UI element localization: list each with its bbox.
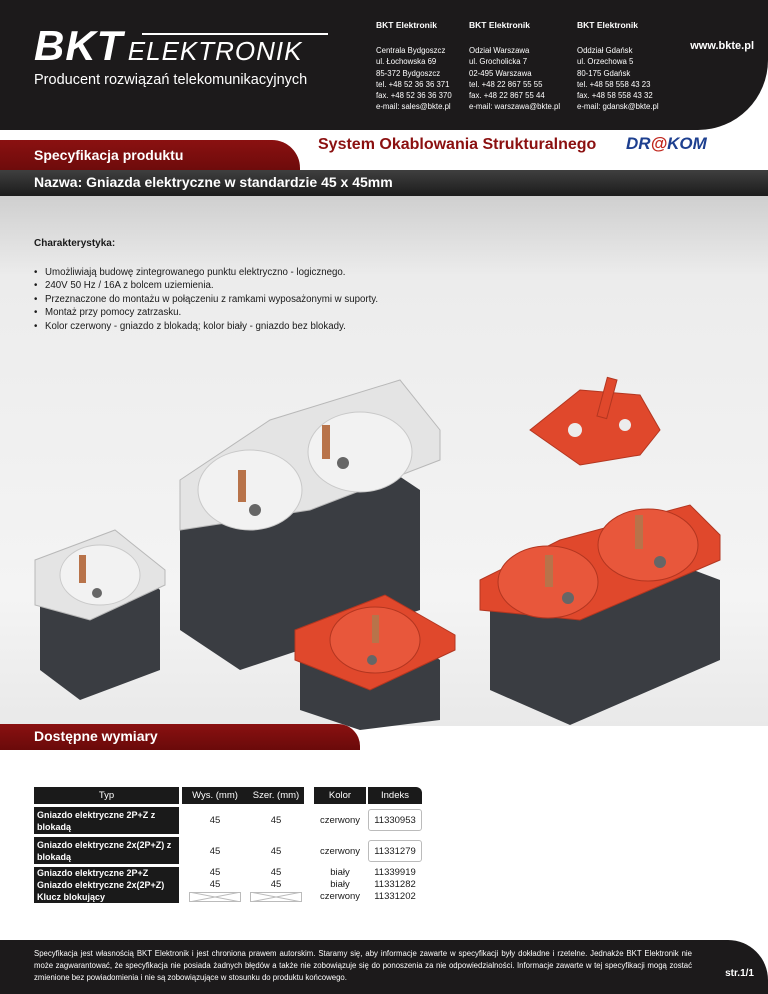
product-photo — [0, 370, 768, 730]
table-cell-szer: 45 — [270, 879, 282, 890]
office-title: BKT Elektronik — [376, 20, 437, 30]
table-cell-indeks: 11339919 — [374, 867, 416, 878]
office-line: fax. +48 22 867 55 44 — [469, 91, 545, 101]
page-footer — [0, 940, 768, 994]
table-cell-wys: 45 — [209, 879, 221, 890]
table-cell-empty — [250, 892, 302, 902]
spec-label-tab — [0, 140, 300, 170]
office-line: Centrala Bydgoszcz — [376, 46, 446, 56]
system-title: System Okablowania Strukturalnego — [318, 136, 597, 153]
dimensions-heading-tab — [0, 724, 360, 750]
office-line: tel. +48 58 558 43 23 — [577, 79, 651, 89]
drakom-at: @ — [650, 134, 668, 153]
spec-label: Specyfikacja produktu — [34, 147, 184, 163]
office-line: Oddział Gdańsk — [577, 46, 633, 56]
table-header-kolor: Kolor — [314, 787, 366, 804]
company-logo — [34, 22, 303, 70]
tagline: Producent rozwiązań telekomunikacyjnych — [34, 72, 308, 88]
table-cell-wys: 45 — [209, 815, 221, 826]
table-cell-wys: 45 — [209, 867, 221, 878]
page-number: str.1/1 — [725, 968, 754, 979]
office-gdansk — [577, 20, 677, 112]
website-link[interactable]: www.bkte.pl — [690, 40, 754, 52]
office-line: ul. Grocholicka 7 — [469, 57, 528, 67]
red-double-socket — [480, 505, 720, 725]
office-warszawa — [469, 20, 569, 112]
logo-bkt: BKT — [34, 22, 124, 69]
office-title: BKT Elektronik — [577, 20, 638, 30]
table-cell-indeks: 11331282 — [374, 879, 416, 890]
office-line: tel. +48 22 867 55 55 — [469, 79, 543, 89]
white-single-socket — [35, 530, 165, 700]
table-cell-indeks: 11331202 — [374, 891, 416, 902]
table-cell-szer: 45 — [270, 867, 282, 878]
table-cell-szer: 45 — [270, 846, 282, 857]
table-header-wys: Wys. (mm) — [182, 787, 248, 804]
drakom-post: KOM — [667, 134, 707, 153]
office-email[interactable]: e-mail: sales@bkte.pl — [376, 102, 451, 112]
table-cell-kolor: czerwony — [319, 846, 361, 857]
logo-underline — [142, 33, 328, 35]
table-cell-indeks: 11331279 — [374, 846, 416, 857]
office-email[interactable]: e-mail: warszawa@bkte.pl — [469, 102, 561, 112]
table-header-typ: Typ — [34, 787, 179, 804]
feature-item: • Kolor czerwony - gniazdo z blokadą; kolor biały - gniazdo bez blokady. — [34, 320, 378, 333]
table-row-label: Gniazdo elektryczne 2P+Z — [34, 867, 179, 879]
charakterystyka-heading: Charakterystyka: — [34, 238, 116, 249]
logo-elektronik: ELEKTRONIK — [127, 36, 303, 66]
table-cell-empty — [189, 892, 241, 902]
table-row-label: Klucz blokujący — [34, 891, 179, 903]
feature-item: • 240V 50 Hz / 16A z bolcem uziemienia. — [34, 279, 378, 292]
table-cell-kolor: czerwony — [319, 815, 361, 826]
office-line: ul. Orzechowa 5 — [577, 57, 634, 67]
table-cell-indeks: 11330953 — [374, 815, 416, 826]
product-name-bar — [0, 170, 768, 196]
dimensions-heading: Dostępne wymiary — [34, 728, 158, 744]
office-line: 02-495 Warszawa — [469, 68, 532, 78]
office-bydgoszcz — [376, 20, 476, 112]
office-email[interactable]: e-mail: gdansk@bkte.pl — [577, 102, 659, 112]
disclaimer: Specyfikacja jest własnością BKT Elektronik i jest chroniona prawem autorskim. Staramy się, aby informacje zawarte w specyfikacji były dokładne i rzetelne. Jednakże BKT Elektronik nie może zagwarantować, że specyfikacja nie posiada żadnych błędów a także nie zobowiązuje się do ponoszenia za nie odpowiedzialności. Informacje zawarte w tej specyfikacji mogą zostać zmienione bez powiadomienia i nie są zobowiązujące w stosunku do produktu końcowego. — [34, 949, 692, 982]
table-row-label: Gniazdo elektryczne 2x(2P+Z) z blokadą — [34, 837, 179, 864]
feature-list — [34, 266, 378, 333]
table-header-szer: Szer. (mm) — [248, 787, 304, 804]
table-row-label: Gniazdo elektryczne 2P+Z z blokadą — [34, 807, 179, 834]
office-line: ul. Łochowska 69 — [376, 57, 437, 67]
office-title: BKT Elektronik — [469, 20, 530, 30]
product-name: Nazwa: Gniazda elektryczne w standardzie 45 x 45mm — [34, 174, 393, 190]
office-line: fax. +48 58 558 43 32 — [577, 91, 653, 101]
drakom-pre: DR — [626, 134, 651, 153]
feature-item: • Montaż przy pomocy zatrzasku. — [34, 306, 378, 319]
office-line: tel. +48 52 36 36 371 — [376, 79, 450, 89]
table-cell-kolor: czerwony — [319, 891, 361, 902]
table-cell-kolor: biały — [330, 867, 350, 878]
spec-bar — [0, 130, 768, 170]
table-cell-szer: 45 — [270, 815, 282, 826]
table-row-label: Gniazdo elektryczne 2x(2P+Z) — [34, 879, 179, 891]
office-line: Odział Warszawa — [469, 46, 530, 56]
feature-item: • Umożliwiają budowę zintegrowanego punktu elektryczno - logicznego. — [34, 266, 378, 279]
table-header-indeks: Indeks — [368, 787, 422, 804]
feature-item: • Przeznaczone do montażu w połączeniu z ramkami wyposażonymi w suporty. — [34, 293, 378, 306]
table-cell-wys: 45 — [209, 846, 221, 857]
office-line: fax. +48 52 36 36 370 — [376, 91, 452, 101]
page-header — [0, 0, 768, 130]
office-line: 85-372 Bydgoszcz — [376, 68, 441, 78]
drakom-logo — [626, 134, 707, 154]
blocking-key — [530, 377, 660, 465]
table-cell-kolor: biały — [330, 879, 350, 890]
office-line: 80-175 Gdańsk — [577, 68, 631, 78]
